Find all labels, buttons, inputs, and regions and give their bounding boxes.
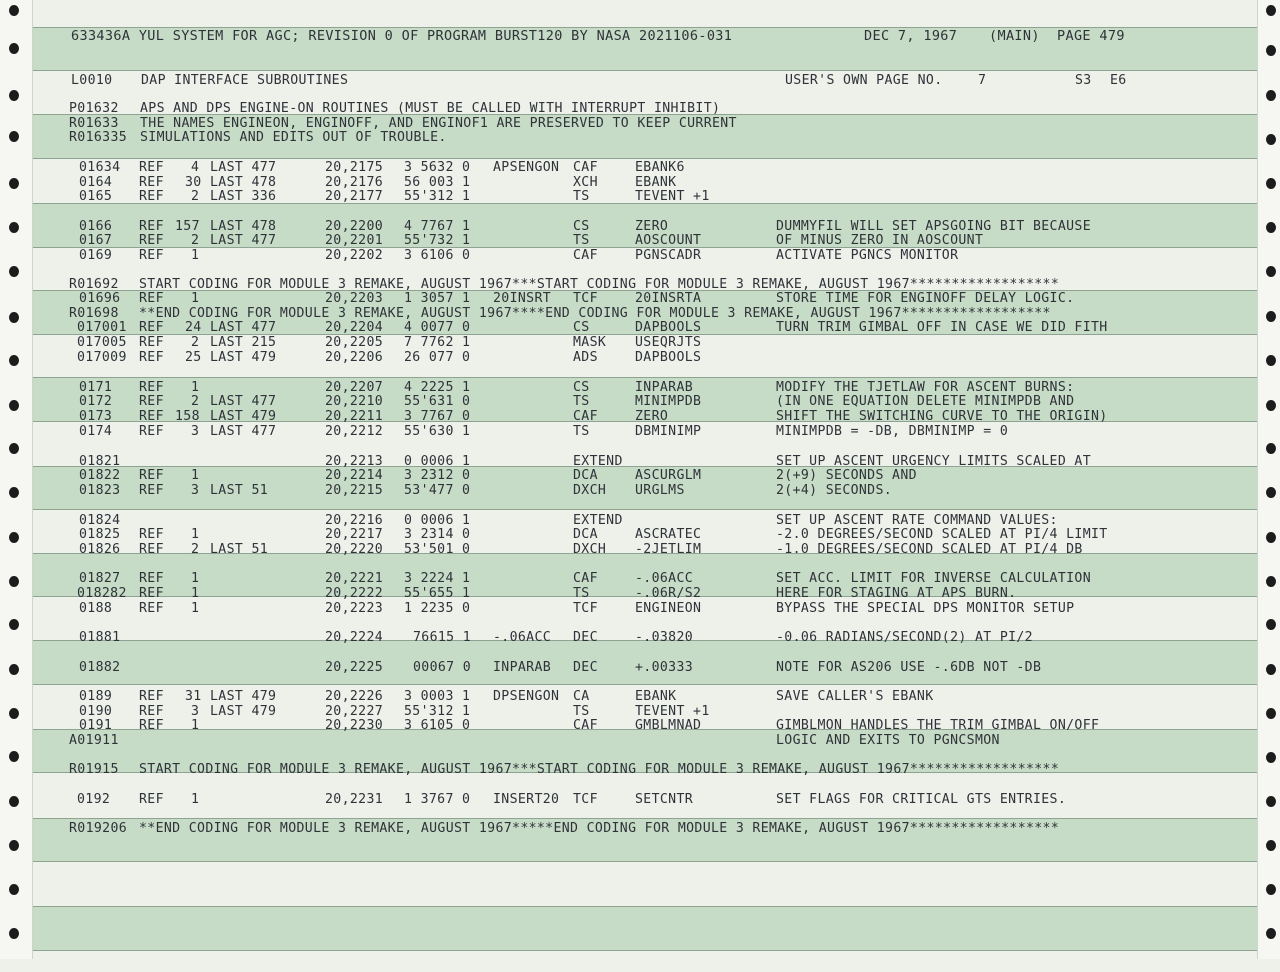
code-line: 0171 REF 1 20,2207 4 2225 1 CS INPARAB MODIFY THE TJETLAW FOR ASCENT BURNS:	[79, 380, 1075, 395]
sprocket-hole	[9, 400, 19, 411]
remark-line: R01633 THE NAMES ENGINEON, ENGINOFF, AND ENGINOF1 ARE PRESERVED TO KEEP CURRENT	[69, 116, 737, 131]
divider	[33, 684, 1257, 685]
remark-line: R01692 START CODING FOR MODULE 3 REMAKE, AUGUST 1967***START CODING FOR MODULE 3 REMAKE, AUGUST 1967******************	[69, 277, 1060, 292]
sprocket-hole	[9, 840, 19, 851]
code-line: 0164 REF 30 LAST 478 20,2176 56 003 1 XCH EBANK	[79, 175, 677, 190]
code-line: 0188 REF 1 20,2223 1 2235 0 TCF ENGINEON BYPASS THE SPECIAL DPS MONITOR SETUP	[79, 601, 1075, 616]
remark-line: R016335 SIMULATIONS AND EDITS OUT OF TROUBLE.	[69, 130, 447, 145]
sprocket-hole	[9, 312, 19, 323]
code-line: 0165 REF 2 LAST 336 20,2177 55'312 1 TS TEVENT +1	[79, 189, 710, 204]
divider	[33, 509, 1257, 510]
code-line: 018282 REF 1 20,2222 55'655 1 TS -.06R/S2 HERE FOR STAGING AT APS BURN.	[77, 586, 1017, 601]
log-section-id: L0010	[71, 73, 113, 88]
code-line: 0189 REF 31 LAST 479 20,2226 3 0003 1 DPSENGON CA EBANK SAVE CALLER'S EBANK	[79, 689, 934, 704]
s-code: S3	[1075, 73, 1092, 88]
remark-line: R01915 START CODING FOR MODULE 3 REMAKE, AUGUST 1967***START CODING FOR MODULE 3 REMAKE, AUGUST 1967******************	[69, 762, 1060, 777]
code-line: 01825 REF 1 20,2217 3 2314 0 DCA ASCRATEC -2.0 DEGREES/SECOND SCALED AT PI/4 LIMIT	[79, 527, 1108, 542]
sprocket-hole	[1266, 576, 1276, 587]
sprocket-hole	[1266, 266, 1276, 277]
code-line: 0174 REF 3 LAST 477 20,2212 55'630 1 TS DBMINIMP MINIMPDB = -DB, DBMINIMP = 0	[79, 424, 1009, 439]
sprocket-hole	[9, 928, 19, 939]
code-line: 0169 REF 1 20,2202 3 6106 0 CAF PGNSCADR ACTIVATE PGNCS MONITOR	[79, 248, 959, 263]
code-line: 01822 REF 1 20,2214 3 2312 0 DCA ASCURGLM 2(+9) SECONDS AND	[79, 468, 917, 483]
sprocket-hole	[1266, 400, 1276, 411]
sprocket-hole	[1266, 619, 1276, 630]
sprocket-hole	[9, 266, 19, 277]
code-line: 0173 REF 158 LAST 479 20,2211 3 7767 0 CAF ZERO SHIFT THE SWITCHING CURVE TO THE ORIGIN)	[79, 409, 1108, 424]
divider	[33, 906, 1257, 907]
code-line: 01881 20,2224 76615 1 -.06ACC DEC -.03820 -0.06 RADIANS/SECOND(2) AT PI/2	[79, 630, 1033, 645]
code-line: 01826 REF 2 LAST 51 20,2220 53'501 0 DXCH -2JETLIM -1.0 DEGREES/SECOND SCALED AT PI/4 DB	[79, 542, 1083, 557]
divider	[33, 377, 1257, 378]
sprocket-hole	[1266, 45, 1276, 56]
code-line: 01824 20,2216 0 0006 1 EXTEND SET UP ASCENT RATE COMMAND VALUES:	[79, 513, 1058, 528]
code-line: 017001 REF 24 LAST 477 20,2204 4 0077 0 CS DAPBOOLS TURN TRIM GIMBAL OFF IN CASE WE DID FITH	[77, 320, 1108, 335]
listing-date: DEC 7, 1967	[864, 28, 958, 44]
sprocket-hole	[9, 443, 19, 454]
sprocket-hole	[9, 619, 19, 630]
sprocket-hole	[1266, 752, 1276, 763]
system-title: 633436A YUL SYSTEM FOR AGC; REVISION 0 OF PROGRAM BURST120 BY NASA 2021106-031	[71, 28, 733, 44]
sprocket-hole	[9, 178, 19, 189]
sprocket-hole	[1266, 664, 1276, 675]
code-line: 017005 REF 2 LAST 215 20,2205 7 7762 1 MASK USEQRJTS	[77, 335, 702, 350]
sprocket-hole	[9, 43, 19, 54]
log-section-name: DAP INTERFACE SUBROUTINES	[141, 73, 349, 88]
sprocket-hole	[9, 487, 19, 498]
right-tractor-strip	[1257, 0, 1280, 959]
code-line: 01821 20,2213 0 0006 1 EXTEND SET UP ASCENT URGENCY LIMITS SCALED AT	[79, 454, 1092, 469]
code-line: 0166 REF 157 LAST 478 20,2200 4 7767 1 CS ZERO DUMMYFIL WILL SET APSGOING BIT BECAUSE	[79, 219, 1092, 234]
listing-section: (MAIN)	[989, 28, 1040, 44]
code-line: 01634 REF 4 LAST 477 20,2175 3 5632 0 APSENGON CAF EBANK6	[79, 160, 685, 175]
divider	[33, 158, 1257, 159]
sprocket-hole	[9, 796, 19, 807]
remark-line: R01698 **END CODING FOR MODULE 3 REMAKE, AUGUST 1967****END CODING FOR MODULE 3 REMAKE, AUGUST 1967******************	[69, 306, 1051, 321]
code-line: 01882 20,2225 00067 0 INPARAB DEC +.00333 NOTE FOR AS206 USE -.6DB NOT -DB	[79, 660, 1042, 675]
sprocket-hole	[9, 664, 19, 675]
code-line: 01696 REF 1 20,2203 1 3057 1 20INSRT TCF 20INSRTA STORE TIME FOR ENGINOFF DELAY LOGIC.	[79, 291, 1075, 306]
sprocket-hole	[1266, 311, 1276, 322]
divider	[33, 950, 1257, 951]
sprocket-hole	[1266, 5, 1276, 16]
user-page-label: USER'S OWN PAGE NO.	[785, 73, 943, 88]
sprocket-hole	[1266, 487, 1276, 498]
left-tractor-strip	[0, 0, 33, 959]
sprocket-hole	[1266, 443, 1276, 454]
sprocket-hole	[9, 131, 19, 142]
sprocket-hole	[1266, 532, 1276, 543]
remark-line: R019206 **END CODING FOR MODULE 3 REMAKE, AUGUST 1967*****END CODING FOR MODULE 3 REMAKE, AUGUST 1967******************	[69, 821, 1060, 836]
remark-line: P01632 APS AND DPS ENGINE-ON ROUTINES (MUST BE CALLED WITH INTERRUPT INHIBIT)	[69, 101, 721, 116]
sprocket-hole	[9, 708, 19, 719]
page-number: PAGE 479	[1057, 28, 1125, 44]
divider	[33, 70, 1257, 71]
user-page-number: 7	[978, 73, 987, 88]
code-line: 0192 REF 1 20,2231 1 3767 0 INSERT20 TCF SETCNTR SET FLAGS FOR CRITICAL GTS ENTRIES.	[77, 792, 1067, 807]
code-line: A01911 LOGIC AND EXITS TO PGNCSMON	[69, 733, 1000, 748]
sprocket-hole	[1266, 840, 1276, 851]
sprocket-hole	[9, 5, 19, 16]
divider	[33, 818, 1257, 819]
sprocket-hole	[1266, 928, 1276, 939]
code-line: 017009 REF 25 LAST 479 20,2206 26 077 0 ADS DAPBOOLS	[77, 350, 702, 365]
divider	[33, 861, 1257, 862]
sprocket-hole	[1266, 708, 1276, 719]
sprocket-hole	[1266, 134, 1276, 145]
sprocket-hole	[9, 576, 19, 587]
green-bar-paper	[33, 0, 1257, 959]
sprocket-hole	[1266, 222, 1276, 233]
sprocket-hole	[9, 355, 19, 366]
sprocket-hole	[9, 222, 19, 233]
log-section-title	[33, 73, 1257, 88]
sprocket-hole	[1266, 178, 1276, 189]
code-line: 01827 REF 1 20,2221 3 2224 1 CAF -.06ACC SET ACC. LIMIT FOR INVERSE CALCULATION	[79, 571, 1092, 586]
page-header	[33, 29, 1257, 44]
sprocket-hole	[9, 884, 19, 895]
code-line: 0191 REF 1 20,2230 3 6105 0 CAF GMBLMNAD GIMBLMON HANDLES THE TRIM GIMBAL ON/OFF	[79, 718, 1100, 733]
code-line: 01823 REF 3 LAST 51 20,2215 53'477 0 DXCH URGLMS 2(+4) SECONDS.	[79, 483, 893, 498]
sprocket-hole	[1266, 884, 1276, 895]
e-code: E6	[1110, 73, 1127, 88]
sprocket-hole	[9, 90, 19, 101]
code-line: 0167 REF 2 LAST 477 20,2201 55'732 1 TS AOSCOUNT OF MINUS ZERO IN AOSCOUNT	[79, 233, 984, 248]
sprocket-hole	[1266, 355, 1276, 366]
code-line: 0172 REF 2 LAST 477 20,2210 55'631 0 TS MINIMPDB (IN ONE EQUATION DELETE MINIMPDB AND	[79, 394, 1075, 409]
sprocket-hole	[1266, 796, 1276, 807]
code-line: 0190 REF 3 LAST 479 20,2227 55'312 1 TS TEVENT +1	[79, 704, 710, 719]
sprocket-hole	[9, 532, 19, 543]
green-band	[33, 906, 1257, 950]
sprocket-hole	[9, 751, 19, 762]
sprocket-hole	[1266, 90, 1276, 101]
